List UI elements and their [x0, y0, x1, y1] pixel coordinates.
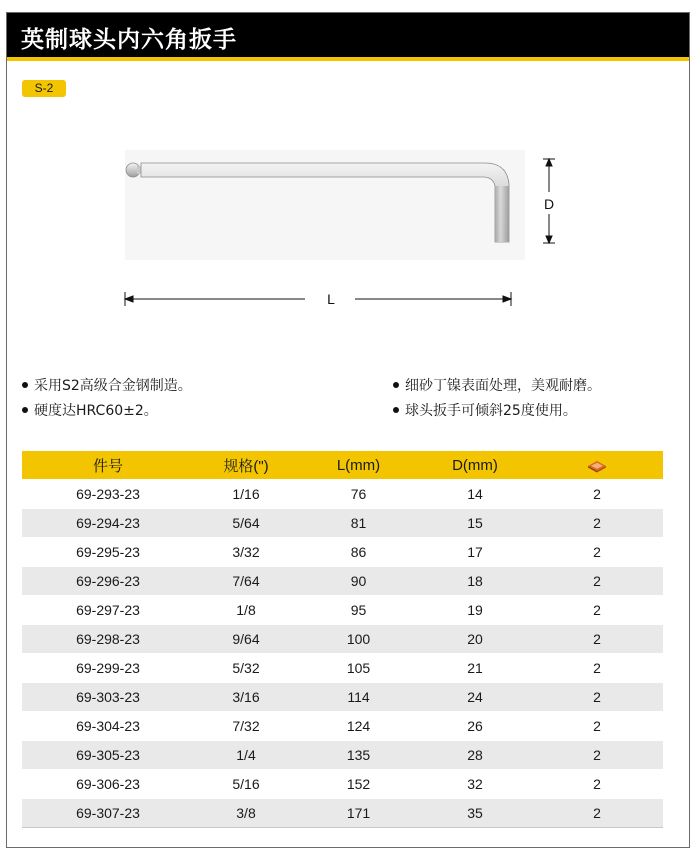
title-bar — [7, 13, 689, 61]
spec-table — [22, 451, 663, 828]
hex-key-diagram — [115, 150, 565, 320]
cell-size: 3/32 — [194, 538, 298, 567]
bullet-dot-icon — [22, 382, 28, 388]
cell-depth: 18 — [419, 567, 531, 596]
table-row — [22, 567, 663, 596]
cell-depth: 21 — [419, 654, 531, 683]
cell-part-number: 69-305-23 — [22, 741, 194, 770]
cell-pack-qty: 2 — [531, 625, 663, 654]
cell-size: 1/8 — [194, 596, 298, 625]
table-row — [22, 509, 663, 538]
cell-size: 1/16 — [194, 480, 298, 509]
bullet-dot-icon — [393, 407, 399, 413]
table-row — [22, 625, 663, 654]
cell-depth: 28 — [419, 741, 531, 770]
cell-length: 76 — [298, 480, 419, 509]
cell-depth: 19 — [419, 596, 531, 625]
cell-pack-qty: 2 — [531, 770, 663, 799]
feature-item: 球头扳手可倾斜25度使用。 — [393, 399, 601, 424]
cell-part-number: 69-304-23 — [22, 712, 194, 741]
cell-part-number: 69-303-23 — [22, 683, 194, 712]
cell-pack-qty: 2 — [531, 509, 663, 538]
cell-length: 95 — [298, 596, 419, 625]
cell-depth: 20 — [419, 625, 531, 654]
cell-part-number: 69-307-23 — [22, 799, 194, 828]
col-length: L(mm) — [298, 451, 419, 480]
cell-length: 90 — [298, 567, 419, 596]
cell-part-number: 69-299-23 — [22, 654, 194, 683]
book-box-icon — [586, 459, 608, 473]
material-badge: S-2 — [22, 80, 66, 97]
cell-length: 81 — [298, 509, 419, 538]
cell-depth: 32 — [419, 770, 531, 799]
col-size: 规格(") — [194, 451, 298, 480]
table-row — [22, 799, 663, 828]
cell-length: 100 — [298, 625, 419, 654]
cell-depth: 35 — [419, 799, 531, 828]
cell-size: 3/8 — [194, 799, 298, 828]
col-pack — [531, 451, 663, 480]
cell-size: 1/4 — [194, 741, 298, 770]
col-depth: D(mm) — [419, 451, 531, 480]
cell-length: 124 — [298, 712, 419, 741]
table-row — [22, 712, 663, 741]
cell-part-number: 69-306-23 — [22, 770, 194, 799]
page-title: 英制球头内六角扳手 — [21, 27, 237, 53]
cell-size: 5/16 — [194, 770, 298, 799]
cell-part-number: 69-293-23 — [22, 480, 194, 509]
cell-depth: 15 — [419, 509, 531, 538]
cell-pack-qty: 2 — [531, 741, 663, 770]
d-label: D — [543, 196, 555, 212]
bullet-dot-icon — [393, 382, 399, 388]
cell-pack-qty: 2 — [531, 596, 663, 625]
cell-part-number: 69-298-23 — [22, 625, 194, 654]
table-row — [22, 741, 663, 770]
feature-list-right — [393, 374, 601, 424]
table-row — [22, 596, 663, 625]
bullet-dot-icon — [22, 407, 28, 413]
cell-part-number: 69-297-23 — [22, 596, 194, 625]
cell-pack-qty: 2 — [531, 480, 663, 509]
cell-pack-qty: 2 — [531, 799, 663, 828]
cell-length: 135 — [298, 741, 419, 770]
cell-part-number: 69-296-23 — [22, 567, 194, 596]
cell-pack-qty: 2 — [531, 538, 663, 567]
cell-part-number: 69-294-23 — [22, 509, 194, 538]
cell-length: 152 — [298, 770, 419, 799]
table-row — [22, 480, 663, 509]
cell-pack-qty: 2 — [531, 567, 663, 596]
cell-depth: 14 — [419, 480, 531, 509]
col-part-number: 件号 — [22, 451, 194, 480]
table-row — [22, 538, 663, 567]
cell-length: 114 — [298, 683, 419, 712]
cell-size: 5/32 — [194, 654, 298, 683]
cell-depth: 24 — [419, 683, 531, 712]
cell-size: 7/32 — [194, 712, 298, 741]
l-dimension — [125, 292, 511, 306]
cell-size: 5/64 — [194, 509, 298, 538]
cell-length: 171 — [298, 799, 419, 828]
cell-depth: 17 — [419, 538, 531, 567]
cell-size: 3/16 — [194, 683, 298, 712]
cell-size: 7/64 — [194, 567, 298, 596]
table-row — [22, 770, 663, 799]
table-row — [22, 683, 663, 712]
cell-pack-qty: 2 — [531, 654, 663, 683]
table-header-row — [22, 451, 663, 480]
cell-part-number: 69-295-23 — [22, 538, 194, 567]
table-row — [22, 654, 663, 683]
cell-pack-qty: 2 — [531, 683, 663, 712]
feature-item: 采用S2高级合金钢制造。 — [22, 374, 192, 399]
cell-depth: 26 — [419, 712, 531, 741]
cell-size: 9/64 — [194, 625, 298, 654]
cell-length: 105 — [298, 654, 419, 683]
feature-item: 硬度达HRC60±2。 — [22, 399, 192, 424]
feature-item: 细砂丁镍表面处理，美观耐磨。 — [393, 374, 601, 399]
cell-length: 86 — [298, 538, 419, 567]
feature-list-left — [22, 374, 192, 424]
l-label: L — [327, 291, 335, 307]
cell-pack-qty: 2 — [531, 712, 663, 741]
